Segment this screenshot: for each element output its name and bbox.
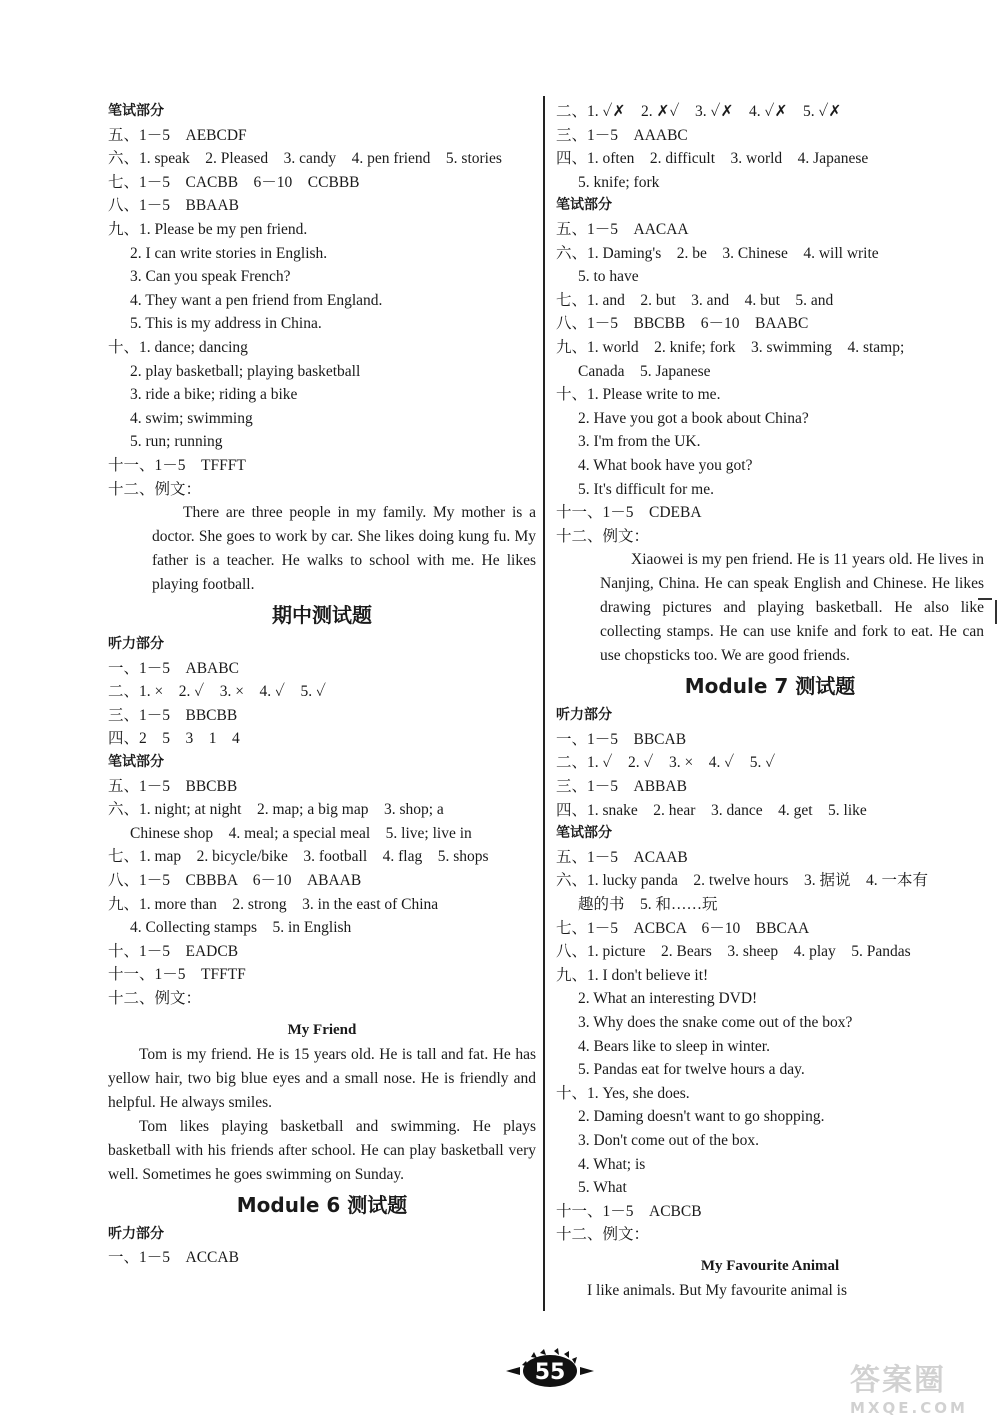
answer-line: 七、1. map 2. bicycle/bike 3. football 4. flag 5. shops	[108, 848, 489, 866]
answer-line-indented: 4. swim; swimming	[130, 409, 253, 427]
answer-line-indented: 5. What	[578, 1179, 627, 1197]
answer-line: 四、1. snake 2. hear 3. dance 4. get 5. like	[556, 801, 867, 819]
answer-line-indented: 3. Don't come out of the box.	[578, 1131, 760, 1149]
answer-line: 八、1－5 BBAAB	[108, 197, 239, 215]
answer-line-indented: 5. to have	[578, 268, 639, 286]
answer-line-indented: 3. ride a bike; riding a bike	[130, 386, 298, 404]
answer-line: 二、1. ✓ 2. ✓ 3. × 4. ✓ 5. ✓	[556, 754, 776, 772]
answer-line-indented: 4. Collecting stamps 5. in English	[130, 919, 352, 937]
answer-line: 八、1. picture 2. Bears 3. sheep 4. play 5. Pandas	[556, 943, 911, 961]
watermark-url: MXQE.COM	[850, 1399, 968, 1417]
answer-line-indented: 2. Daming doesn't want to go shopping.	[578, 1108, 825, 1126]
watermark	[850, 1355, 990, 1415]
answer-line: 六、1. Daming's 2. be 3. Chinese 4. will write	[556, 244, 879, 262]
answer-line: 十、1. Please write to me.	[556, 386, 721, 404]
answer-line: 十二、例文：	[556, 527, 650, 545]
answer-line-indented: 3. Can you speak French?	[130, 268, 291, 286]
answer-line: 五、1－5 ACAAB	[556, 848, 688, 866]
answer-line: 六、1. speak 2. Pleased 3. candy 4. pen friend 5. stories	[108, 150, 502, 168]
answer-line: 九、1. I don't believe it!	[556, 966, 709, 984]
answer-line-indented: 4. What book have you got?	[578, 456, 753, 474]
answer-line: 四、1. often 2. difficult 3. world 4. Japanese	[556, 150, 869, 168]
answer-line: 三、1－5 BBCBB	[108, 706, 238, 724]
section-subheading: 听力部分	[108, 1225, 164, 1242]
answer-line: 三、1－5 ABBAB	[556, 778, 687, 796]
answer-line: 十一、1－5 TFFTF	[108, 966, 246, 984]
answer-line: 七、1－5 ACBCA 6－10 BBCAA	[556, 919, 810, 937]
answer-line: 十、1. Yes, she does.	[556, 1084, 690, 1102]
essay-paragraph: Tom likes playing basketball and swimming. He plays basketball with his friends after school. He can play basketball very well. Sometimes he goes swimming on Sunday.	[108, 1117, 536, 1183]
answer-line-indented: 2. I can write stories in English.	[130, 244, 328, 262]
page-number-badge	[500, 1345, 600, 1389]
example-essay	[556, 1279, 984, 1303]
column-divider	[543, 96, 545, 1311]
answer-line-indented: Chinese shop 4. meal; a special meal 5. live; live in	[130, 824, 472, 842]
answer-line-indented: 5. run; running	[130, 433, 223, 451]
essay-title: My Favourite Animal	[700, 1257, 840, 1274]
answer-line: 八、1－5 BBCBB 6－10 BAABC	[556, 315, 809, 333]
answer-line: 五、1－5 AACAA	[556, 220, 689, 238]
test-title: 期中测试题	[272, 603, 372, 628]
answer-line-indented: 5. knife; fork	[578, 173, 660, 191]
watermark-title: 答案圈	[850, 1363, 946, 1398]
answer-line: 一、1－5 ABABC	[108, 659, 239, 677]
essay-paragraph: I like animals. But My favourite animal is	[587, 1281, 848, 1299]
answer-line-indented: 4. They want a pen friend from England.	[130, 291, 383, 309]
essay-title: My Friend	[287, 1021, 357, 1038]
example-essay	[556, 548, 984, 668]
example-essay	[108, 501, 536, 597]
test-title: Module 7 测试题	[684, 674, 856, 699]
answer-line-indented: 5. Pandas eat for twelve hours a day.	[578, 1061, 805, 1079]
answer-line-indented: 2. What an interesting DVD!	[578, 990, 758, 1008]
answer-line: 十二、例文：	[556, 1226, 650, 1244]
answer-line: 九、1. more than 2. strong 3. in the east of China	[108, 895, 439, 913]
section-subheading: 听力部分	[108, 636, 164, 653]
answer-line: 八、1－5 CBBBA 6－10 ABAAB	[108, 872, 362, 890]
section-subheading: 听力部分	[556, 707, 612, 724]
example-essay	[108, 1043, 536, 1187]
answer-line: 十二、例文：	[108, 480, 202, 498]
section-subheading: 笔试部分	[108, 754, 164, 771]
answer-line: 三、1－5 AAABC	[556, 126, 688, 144]
answer-line: 四、2 5 3 1 4	[108, 730, 240, 748]
answer-line: 九、1. world 2. knife; fork 3. swimming 4. stamp;	[556, 338, 905, 356]
answer-line: 一、1－5 ACCAB	[108, 1249, 239, 1267]
answer-line-indented: 4. What; is	[578, 1155, 646, 1173]
answer-line-indented: 3. Why does the snake come out of the box?	[578, 1014, 853, 1031]
answer-line: 十二、例文：	[108, 990, 202, 1007]
answer-line: 十一、1－5 ACBCB	[556, 1202, 702, 1220]
answer-line-indented: Canada 5. Japanese	[578, 362, 711, 380]
answer-line: 二、1. ✓✗ 2. ✗✓ 3. ✓✗ 4. ✓✗ 5. ✓✗	[556, 103, 842, 120]
right-column	[556, 100, 984, 1303]
answer-line-indented: 5. It's difficult for me.	[578, 480, 714, 498]
page-number: 55	[534, 1360, 566, 1385]
answer-line: 五、1－5 BBCBB	[108, 777, 238, 795]
answer-line: 五、1－5 AEBCDF	[108, 126, 247, 144]
answer-line-indented: 2. play basketball; playing basketball	[130, 362, 361, 380]
essay-paragraph: Xiaowei is my pen friend. He is 11 years old. He lives in Nanjing, China. He can speak English and Chinese. He likes drawing pictures and playing basketball. He also like collecting stamps. He can use knife and fork to eat. He can use chopsticks too. We are good friends.	[600, 551, 984, 665]
answer-line-indented: 5. This is my address in China.	[130, 315, 322, 333]
edge-mark-vertical	[995, 600, 997, 624]
section-subheading: 笔试部分	[556, 825, 612, 842]
answer-line: 九、1. Please be my pen friend.	[108, 220, 308, 238]
answer-line-indented: 趣的书 5. 和……玩	[578, 896, 718, 914]
answer-line: 七、1. and 2. but 3. and 4. but 5. and	[556, 291, 834, 309]
answer-line: 十、1－5 EADCB	[108, 942, 239, 960]
answer-line-indented: 2. Have you got a book about China?	[578, 409, 809, 427]
answer-line: 十一、1－5 TFFFT	[108, 456, 246, 474]
answer-line: 十、1. dance; dancing	[108, 338, 248, 356]
answer-line: 十一、1－5 CDEBA	[556, 504, 702, 522]
essay-paragraph: Tom is my friend. He is 15 years old. He is tall and fat. He has yellow hair, two big blue eyes and a small nose. He is friendly and helpful. He always smiles.	[108, 1045, 536, 1111]
answer-line: 七、1－5 CACBB 6－10 CCBBB	[108, 173, 360, 191]
test-title: Module 6 测试题	[236, 1192, 408, 1217]
answer-line: 一、1－5 BBCAB	[556, 730, 687, 748]
answer-line-indented: 3. I'm from the UK.	[578, 433, 701, 451]
section-subheading: 笔试部分	[556, 197, 612, 214]
answer-line: 二、1. × 2. ✓ 3. × 4. ✓ 5. ✓	[108, 683, 326, 701]
section-subheading: 笔试部分	[108, 103, 164, 119]
answer-line: 六、1. lucky panda 2. twelve hours 3. 据说 4. 一本有	[556, 872, 928, 890]
left-column	[108, 100, 536, 1270]
answer-line: 六、1. night; at night 2. map; a big map 3. shop; a	[108, 801, 444, 819]
essay-paragraph: There are three people in my family. My mother is a doctor. She goes to work by car. She likes doing kung fu. My father is a teacher. He walks to school with me. He likes playing football.	[152, 504, 536, 594]
answer-line-indented: 4. Bears like to sleep in winter.	[578, 1037, 770, 1055]
